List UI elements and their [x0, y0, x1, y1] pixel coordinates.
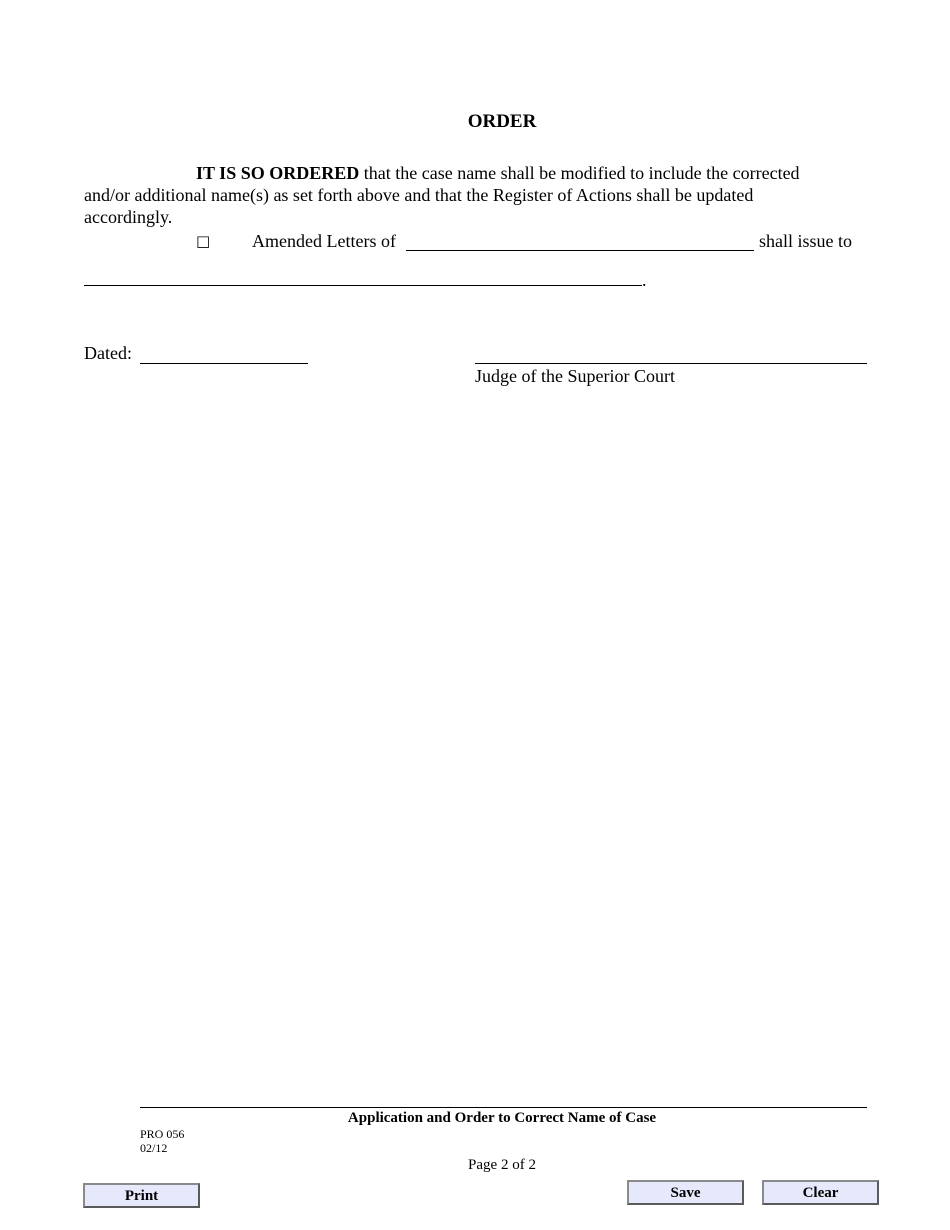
form-revision-date: 02/12	[140, 1141, 168, 1155]
amended-letters-row	[0, 229, 950, 253]
order-title: ORDER	[467, 111, 537, 132]
dated-field[interactable]	[140, 344, 308, 364]
amended-letters-of-field[interactable]	[406, 231, 754, 251]
footer-divider	[140, 1107, 867, 1108]
judge-label: Judge of the Superior Court	[475, 366, 675, 386]
form-number: PRO 056	[140, 1127, 185, 1141]
period: .	[642, 270, 647, 290]
amended-letters-checkbox[interactable]: □	[196, 232, 211, 250]
amended-letters-label: Amended Letters of	[252, 231, 396, 251]
print-button[interactable]: Print	[83, 1183, 200, 1208]
dated-label: Dated:	[84, 343, 132, 363]
issue-to-field[interactable]	[84, 266, 642, 286]
form-code	[140, 1127, 184, 1155]
clear-button[interactable]: Clear	[762, 1180, 879, 1205]
page-number: Page 2 of 2	[468, 1157, 536, 1173]
save-button[interactable]: Save	[627, 1180, 744, 1205]
order-lead: IT IS SO ORDERED	[196, 163, 360, 183]
shall-issue-label: shall issue to	[759, 231, 852, 251]
order-text: that the case name shall be modified to include the corrected and/or additional name(s) as set forth above and that the Register of Actions shall be updated accordingly.	[84, 163, 800, 227]
judge-signature-field[interactable]	[475, 344, 867, 364]
footer-title: Application and Order to Correct Name of Case	[347, 1110, 657, 1126]
order-paragraph	[84, 162, 844, 228]
